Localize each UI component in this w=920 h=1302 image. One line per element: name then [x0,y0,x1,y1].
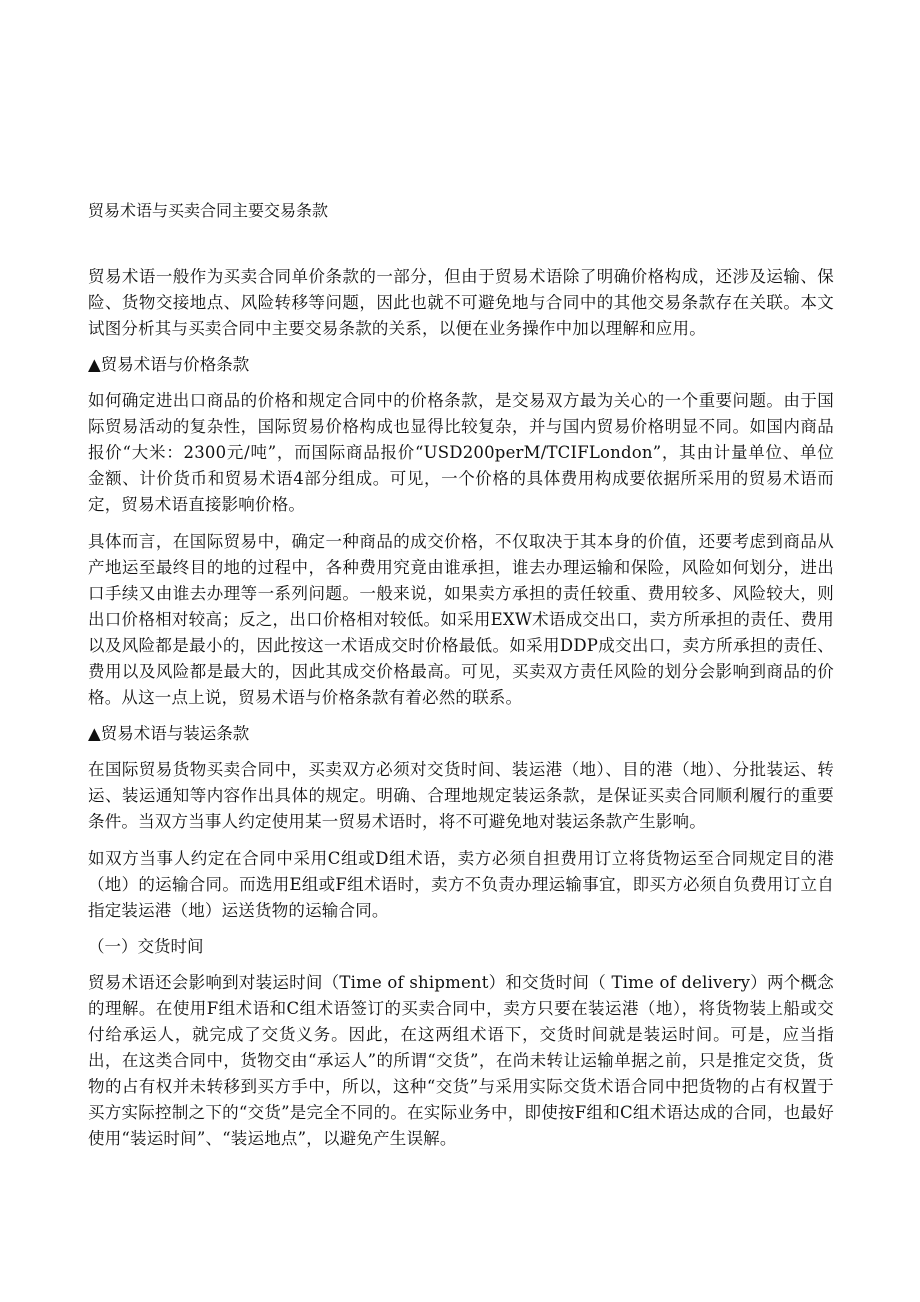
price-paragraph-1: 如何确定进出口商品的价格和规定合同中的价格条款，是交易双方最为关心的一个重要问题。由于国际贸易活动的复杂性，国际贸易价格构成也显得比较复杂，并与国内贸易价格明显不同。如国内商品报价“大米：2300元/吨”，而国际商品报价“USD200perM/TCIFLondon”，其由计量单位、单位金额、计价货币和贸易术语4部分组成。可见，一个价格的具体费用构成要依据所采用的贸易术语而定，贸易术语直接影响价格。 [88,391,834,514]
section-heading-price: ▲贸易术语与价格条款 [88,355,250,374]
intro-paragraph: 贸易术语一般作为买卖合同单价条款的一部分，但由于贸易术语除了明确价格构成，还涉及运输、保险、货物交接地点、风险转移等问题，因此也就不可避免地与合同中的其他交易条款存在关联。本文试图分析其与买卖合同中主要交易条款的关系，以便在业务操作中加以理解和应用。 [88,267,834,338]
section-heading-shipment: ▲贸易术语与装运条款 [88,724,250,743]
shipment-paragraph-1: 在国际贸易货物买卖合同中，买卖双方必须对交货时间、装运港（地）、目的港（地）、分批装运、转运、装运通知等内容作出具体的规定。明确、合理地规定装运条款，是保证买卖合同顺利履行的重要条件。当双方当事人约定使用某一贸易术语时，将不可避免地对装运条款产生影响。 [88,760,834,831]
subsection-heading-delivery-time: （一）交货时间 [88,937,204,956]
delivery-time-paragraph: 贸易术语还会影响到对装运时间（Time of shipment）和交货时间（ Time of delivery）两个概念的理解。在使用F组术语和C组术语签订的买卖合同中，卖方只要在装运港（地），将货物装上船或交付给承运人，就完成了交货义务。因此，在这两组术语下，交货时间就是装运时间。可是，应当指出，在这类合同中，货物交由“承运人”的所谓“交货”，在尚未转让运输单据之前，只是推定交货，货物的占有权并未转移到买方手中，所以，这种“交货”与采用实际交货术语合同中把货物的占有权置于买方实际控制之下的“交货”是完全不同的。在实际业务中，即使按F组和C组术语达成的合同，也最好使用“装运时间”、“装运地点”，以避免产生误解。 [88,973,834,1148]
document-title: 贸易术语与买卖合同主要交易条款 [88,201,329,220]
document-page [88,200,834,1163]
shipment-paragraph-2: 如双方当事人约定在合同中采用C组或D组术语，卖方必须自担费用订立将货物运至合同规定目的港（地）的运输合同。而选用E组或F组术语时，卖方不负责办理运输事宜，即买方必须自负费用订立自指定装运港（地）运送货物的运输合同。 [88,849,834,920]
price-paragraph-2: 具体而言，在国际贸易中，确定一种商品的成交价格，不仅取决于其本身的价值，还要考虑到商品从产地运至最终目的地的过程中，各种费用究竟由谁承担，谁去办理运输和保险，风险如何划分，进出口手续又由谁去办理等一系列问题。一般来说，如果卖方承担的责任较重、费用较多、风险较大，则出口价格相对较高；反之，出口价格相对较低。如采用EXW术语成交出口，卖方所承担的责任、费用以及风险都是最小的，因此按这一术语成交时价格最低。如采用DDP成交出口，卖方所承担的责任、费用以及风险都是最大的，因此其成交价格最高。可见，买卖双方责任风险的划分会影响到商品的价格。从这一点上说，贸易术语与价格条款有着必然的联系。 [88,532,834,707]
